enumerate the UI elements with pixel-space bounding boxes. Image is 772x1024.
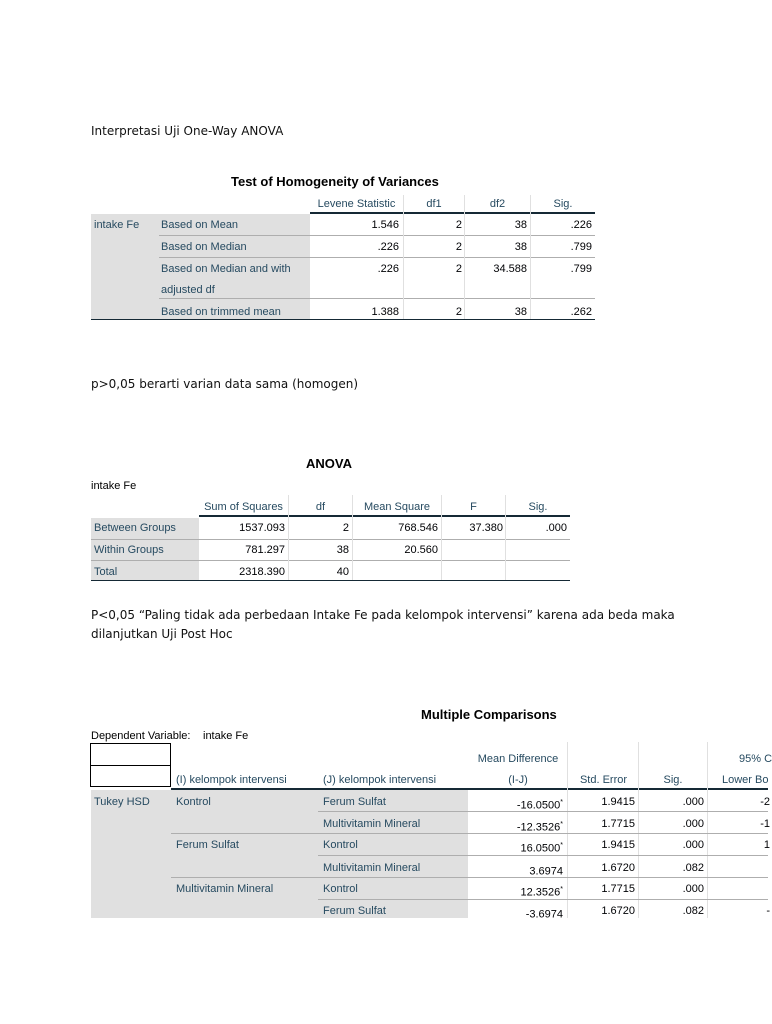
sig-value: .000 xyxy=(682,796,704,808)
homogeneity-note: p>0,05 berarti varian data sama (homogen) xyxy=(91,377,359,391)
sig-value: .082 xyxy=(682,905,704,917)
anova-title: ANOVA xyxy=(306,456,352,471)
levene-value: 1.388 xyxy=(371,306,399,318)
group-i-label: Multivitamin Mineral xyxy=(176,883,274,895)
col-std-error: Std. Error xyxy=(579,774,628,786)
mean-difference-value: -12.3526* xyxy=(516,821,563,834)
sig-value: .000 xyxy=(682,839,704,851)
df-value: 40 xyxy=(336,566,349,578)
mean-difference-value: -16.0500* xyxy=(516,799,563,812)
mean-difference-value: 16.0500* xyxy=(520,842,563,855)
df2-value: 38 xyxy=(514,241,527,253)
levene-value: 1.546 xyxy=(371,219,399,231)
group-i-label: Kontrol xyxy=(176,796,211,808)
method-shade xyxy=(91,790,171,918)
col-group-j: (J) kelompok intervensi xyxy=(323,774,437,786)
df1-value: 2 xyxy=(455,306,462,318)
ss-value: 1537.093 xyxy=(239,522,285,534)
dependent-variable-label: Dependent Variable: xyxy=(91,730,191,742)
group-j-label: Ferum Sulfat xyxy=(323,796,386,808)
anova-note-line1: P<0,05 “Paling tidak ada perbedaan Intake Fe pada kelompok intervensi” karena ada beda maka xyxy=(91,608,675,622)
df2-value: 34.588 xyxy=(493,263,527,275)
lower-bound-value: 1 xyxy=(763,839,770,851)
homogeneity-col-df1: df1 xyxy=(426,198,442,210)
group-j-label: Kontrol xyxy=(323,883,358,895)
mean-difference-value: 12.3526* xyxy=(520,886,563,899)
dependent-variable-value: intake Fe xyxy=(203,730,249,742)
sig-value: .226 xyxy=(570,219,592,231)
df2-value: 38 xyxy=(514,219,527,231)
std-error-value: 1.9415 xyxy=(601,839,635,851)
std-error-value: 1.6720 xyxy=(601,862,635,874)
page-heading: Interpretasi Uji One-Way ANOVA xyxy=(91,124,284,138)
col-mean-difference-unit: (I-J) xyxy=(508,774,528,786)
df-value: 38 xyxy=(336,544,349,556)
sig-value: .000 xyxy=(682,883,704,895)
df-value: 2 xyxy=(342,522,349,534)
df1-value: 2 xyxy=(455,219,462,231)
anova-variable: intake Fe xyxy=(91,480,137,492)
homogeneity-col-df2: df2 xyxy=(489,198,506,210)
std-error-value: 1.7715 xyxy=(601,883,635,895)
col-group-i: (I) kelompok intervensi xyxy=(176,774,287,786)
table-row-label: Based on Median and with xyxy=(161,263,291,275)
levene-value: .226 xyxy=(377,241,399,253)
anova-col-f: F xyxy=(470,501,477,513)
lower-bound-value: - xyxy=(766,905,770,917)
table-row-label: Between Groups xyxy=(94,522,176,534)
anova-note-line2: dilanjutkan Uji Post Hoc xyxy=(91,627,233,641)
mean-difference-value: 3.6974 xyxy=(529,865,563,878)
table-row-label: Based on Median xyxy=(161,241,247,253)
group-j-label: Multivitamin Mineral xyxy=(323,862,421,874)
lower-bound-value: -1 xyxy=(760,818,770,830)
table-row-label: Within Groups xyxy=(94,544,164,556)
anova-col-sig: Sig. xyxy=(528,501,548,513)
std-error-value: 1.6720 xyxy=(601,905,635,917)
lower-bound-value: -2 xyxy=(760,796,770,808)
sig-value: .000 xyxy=(682,818,704,830)
col-confidence-interval: 95% C xyxy=(739,753,772,765)
anova-col-ms: Mean Square xyxy=(363,501,431,513)
mean-difference-value: -3.6974 xyxy=(525,908,563,921)
homogeneity-col-levene: Levene Statistic xyxy=(317,198,396,210)
table-row-label: Based on trimmed mean xyxy=(161,306,281,318)
col-mean-difference: Mean Difference xyxy=(477,753,559,765)
levene-value: .226 xyxy=(377,263,399,275)
table-row-label: Based on Mean xyxy=(161,219,239,231)
sig-value: .262 xyxy=(570,306,592,318)
homogeneity-variable: intake Fe xyxy=(94,219,140,231)
sig-value: .799 xyxy=(570,241,592,253)
ms-value: 768.546 xyxy=(398,522,438,534)
col-lower-bound: Lower Bo xyxy=(722,774,769,786)
group-i-shade xyxy=(171,790,318,918)
std-error-value: 1.9415 xyxy=(601,796,635,808)
f-value: 37.380 xyxy=(469,522,503,534)
homogeneity-title: Test of Homogeneity of Variances xyxy=(231,174,439,189)
anova-col-df: df xyxy=(315,501,326,513)
col-sig: Sig. xyxy=(663,774,683,786)
method-label: Tukey HSD xyxy=(94,796,150,808)
df1-value: 2 xyxy=(455,263,462,275)
df1-value: 2 xyxy=(455,241,462,253)
std-error-value: 1.7715 xyxy=(601,818,635,830)
table-row-label: Total xyxy=(94,566,118,578)
sig-value: .799 xyxy=(570,263,592,275)
anova-col-ss: Sum of Squares xyxy=(204,501,283,513)
df2-value: 38 xyxy=(514,306,527,318)
homogeneity-col-sig: Sig. xyxy=(553,198,573,210)
group-j-label: Ferum Sulfat xyxy=(323,905,386,917)
multiple-title: Multiple Comparisons xyxy=(421,707,557,722)
group-j-label: Multivitamin Mineral xyxy=(323,818,421,830)
table-row-label-cont: adjusted df xyxy=(161,284,215,296)
ms-value: 20.560 xyxy=(404,544,438,556)
sig-value: .082 xyxy=(682,862,704,874)
sig-value: .000 xyxy=(545,522,567,534)
ss-value: 781.297 xyxy=(245,544,285,556)
ss-value: 2318.390 xyxy=(239,566,285,578)
group-i-label: Ferum Sulfat xyxy=(176,839,239,851)
group-j-label: Kontrol xyxy=(323,839,358,851)
